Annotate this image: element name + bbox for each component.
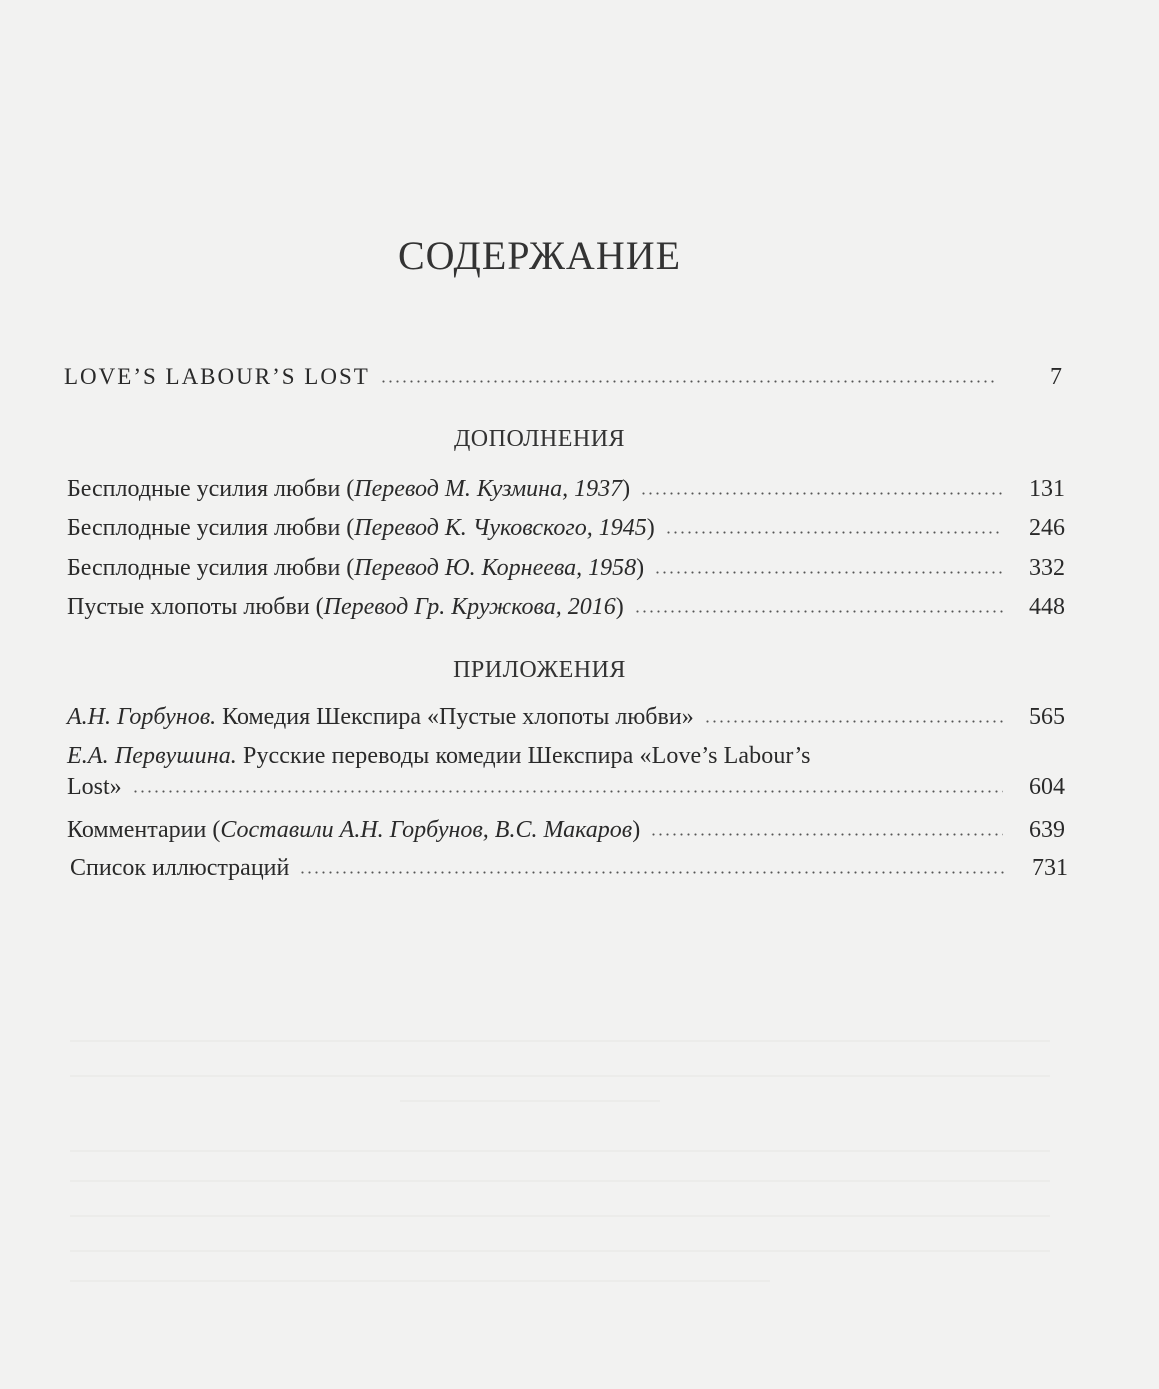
bleed-through-mark xyxy=(70,1250,1050,1252)
toc-page-number: 131 xyxy=(1029,476,1065,502)
dot-leader xyxy=(650,832,1003,837)
dot-leader xyxy=(654,570,1003,575)
bleed-through-mark xyxy=(70,1150,1050,1152)
toc-entry-text: Список иллюстраций xyxy=(70,855,290,881)
toc-entry-text: Бесплодные усилия любви (Перевод К. Чуковского, 1945) xyxy=(67,515,655,541)
toc-page-number: 448 xyxy=(1029,594,1065,620)
toc-entry-text: А.Н. Горбунов. Комедия Шекспира «Пустые хлопоты любви» xyxy=(67,704,694,730)
toc-entry-main xyxy=(64,364,1062,404)
section-heading-appendices: ПРИЛОЖЕНИЯ xyxy=(453,657,626,683)
dot-leader xyxy=(665,530,1003,535)
page-title: СОДЕРЖАНИЕ xyxy=(397,233,682,278)
bleed-through-mark xyxy=(70,1280,770,1282)
toc-page-number: 246 xyxy=(1029,515,1065,541)
dot-leader xyxy=(380,379,998,384)
toc-page-number: 731 xyxy=(1032,855,1068,881)
toc-entry-text: Комментарии (Составили А.Н. Горбунов, В.С. Макаров) xyxy=(67,817,641,843)
bleed-through-mark xyxy=(70,1075,1050,1077)
toc-entry xyxy=(70,855,1068,882)
toc-entry-label: LOVE’S LABOUR’S LOST xyxy=(64,364,370,389)
dot-leader xyxy=(132,789,1003,794)
toc-page-number: 565 xyxy=(1029,704,1065,730)
toc-entry xyxy=(67,515,1065,542)
toc-entry xyxy=(67,555,1065,582)
bleed-through-mark xyxy=(70,1180,1050,1182)
toc-entry-multiline xyxy=(67,743,1065,801)
toc-entry xyxy=(67,476,1065,503)
bleed-through-mark xyxy=(70,1215,1050,1217)
dot-leader xyxy=(640,491,1003,496)
bleed-through-mark xyxy=(400,1100,660,1102)
toc-entry-continuation: Lost» xyxy=(67,774,122,800)
toc-entry xyxy=(67,594,1065,621)
toc-page-number: 604 xyxy=(1029,774,1065,800)
dot-leader xyxy=(634,609,1003,614)
bleed-through-mark xyxy=(70,1040,1050,1042)
dot-leader xyxy=(704,719,1003,724)
toc-entry-text: Бесплодные усилия любви (Перевод М. Кузмина, 1937) xyxy=(67,476,631,502)
toc-entry xyxy=(67,817,1065,844)
toc-entry-text: Пустые хлопоты любви (Перевод Гр. Кружкова, 2016) xyxy=(67,594,624,620)
section-heading-supplements: ДОПОЛНЕНИЯ xyxy=(453,426,626,452)
toc-page-number: 639 xyxy=(1029,817,1065,843)
toc-page-number: 7 xyxy=(1050,364,1062,390)
toc-entry-text: Е.А. Первушина. Русские переводы комедии Шекспира «Love’s Labour’s xyxy=(67,743,811,769)
toc-page-number: 332 xyxy=(1029,555,1065,581)
toc-entry xyxy=(67,704,1065,731)
dot-leader xyxy=(299,870,1006,875)
toc-entry-text: Бесплодные усилия любви (Перевод Ю. Корнеева, 1958) xyxy=(67,555,645,581)
